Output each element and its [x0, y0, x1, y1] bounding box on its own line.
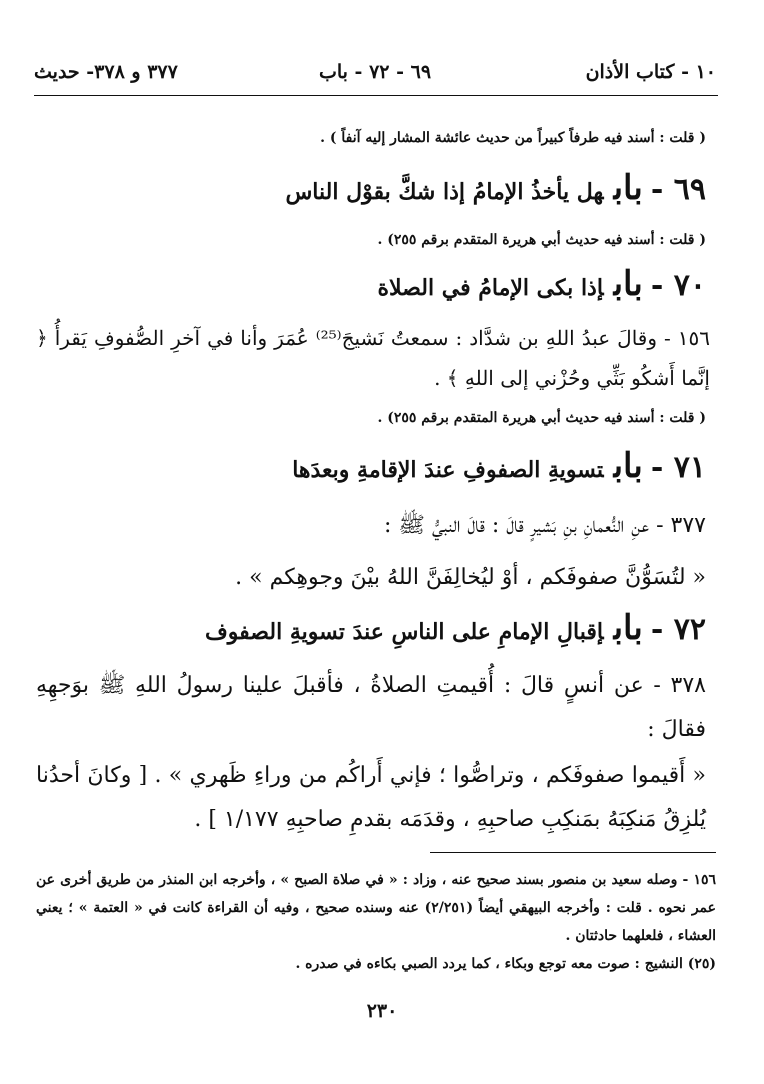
- hadith-378-text: « أَقيموا صفوفَكم ، وتراصُّوا ؛ فإني أَراكُم من وراءِ ظَهري » . [ وكانَ أحدُنا يُلزِقُ مَنكِبَهُ بمَنكِبِ صاحبِهِ ، وقدَمَه بقدمِ صاحبِهِ ١/١٧٧ ] .: [36, 763, 706, 832]
- note-2: ( قلت : أسند فيه حديث أبي هريرة المتقدم برقم ٢٥٥) .: [377, 232, 706, 248]
- footnote-divider: [430, 852, 716, 853]
- header-book-title: ١٠ - كتاب الأذان: [585, 61, 716, 83]
- chapter-72-number: ٧٢ -: [650, 612, 706, 647]
- running-header: [34, 52, 716, 92]
- chapter-70-title: إذا بكى الإمامُ في الصلاة: [377, 275, 604, 301]
- chapter-69-title: هل يأخذُ الإمامُ إذا شكَّ بقوْل الناس: [285, 179, 604, 205]
- note-1: ( قلت : أسند فيه طرفاً كبيراً من حديث عائشة المشار إليه آنفاً ) .: [320, 130, 706, 146]
- chapter-70-number: ٧٠ -: [650, 268, 706, 303]
- hadith-378-intro: ٣٧٨ - عن أنسٍ قالَ : أُقيمتِ الصلاةُ ، فأقبلَ علينا رسولُ اللهِ ﷺ بوَجهِهِ فقالَ :: [36, 673, 706, 742]
- header-hadith-range: ٣٧٧ و ٣٧٨- حديث: [34, 61, 178, 83]
- chapter-70-word: باب: [613, 264, 643, 304]
- chapter-72-title: إقبالِ الإمامِ على الناسِ عندَ تسويةِ الصفوف: [204, 619, 604, 645]
- page-number: ٢٣٠: [366, 1000, 398, 1022]
- chapter-71-heading: [36, 446, 706, 486]
- chapter-71-title: تسويةِ الصفوفِ عندَ الإقامةِ وبعدَها: [292, 457, 604, 483]
- chapter-69-number: ٦٩ -: [650, 172, 706, 207]
- footnote-25: (٢٥) النشيج : صوت معه توجع وبكاء ، كما يردد الصبي بكاءه في صدره .: [295, 956, 716, 972]
- chapter-71-word: باب: [613, 446, 643, 486]
- header-divider: [34, 95, 718, 96]
- chapter-72-heading: [36, 608, 706, 648]
- hadith-156: ١٥٦ - وقالَ عبدُ اللهِ بن شدَّاد : سمعتُ نَشيجَ⁽²⁵⁾ عُمَرَ وأنا في آخرِ الصُّفوفِ يَقرأُ ﴿ إنَّما أَشكُو بَثِّي وحُزْني إلى اللهِ ﴾ .: [36, 326, 710, 390]
- note-3: ( قلت : أسند فيه حديث أبي هريرة المتقدم برقم ٢٥٥) .: [377, 410, 706, 426]
- header-chapter-range: ٦٩ - ٧٢ - باب: [318, 61, 432, 83]
- footnote-156: ١٥٦ - وصله سعيد بن منصور بسند صحيح عنه ، وزاد : « في صلاة الصبح » ، وأخرجه ابن المنذر من طريق أخرى عن عمر نحوه . قلت : وأخرجه البيهقي أيضاً (٢/٢٥١) عنه وسنده صحيح ، وفيه أن القراءة كانت في « العتمة » ؛ يعني العشاء ، فلعلهما حادثتان .: [36, 872, 716, 944]
- hadith-377-intro: ٣٧٧ - عنِ النُّعمانِ بنِ بَشيرٍ قالَ : قالَ النبيُّ ﷺ :: [384, 513, 706, 538]
- chapter-71-number: ٧١ -: [650, 450, 706, 485]
- chapter-69-heading: [36, 168, 706, 208]
- hadith-377-text: « لتُسَوُّنَّ صفوفَكم ، أوْ ليُخالِفَنَّ اللهُ بيْنَ وجوهِكم » .: [235, 565, 706, 590]
- chapter-72-word: باب: [613, 608, 643, 648]
- chapter-70-heading: [36, 264, 706, 304]
- chapter-69-word: باب: [613, 168, 643, 208]
